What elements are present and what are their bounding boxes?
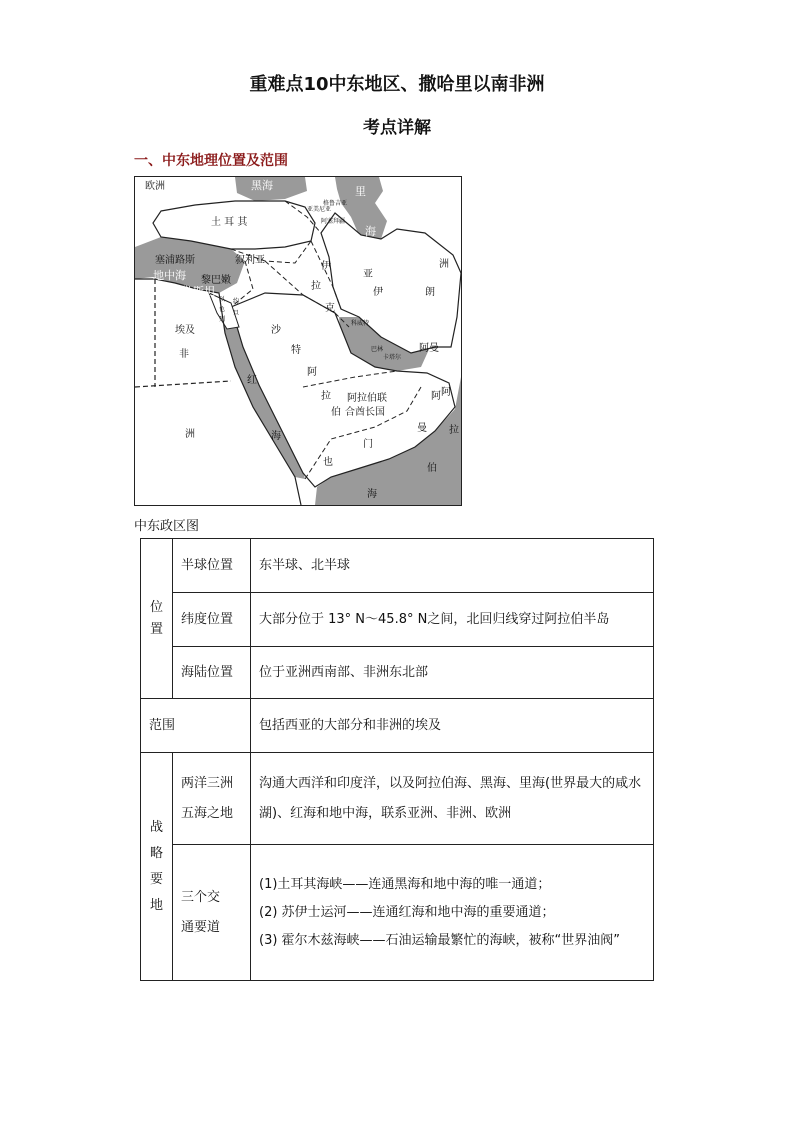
- strategic-group-cell: [141, 753, 173, 981]
- map-label-turkey: 土 耳 其: [211, 217, 248, 228]
- location-group-label: 位置: [149, 599, 163, 637]
- map-label-jordan-1: 约: [233, 298, 240, 305]
- strategic-label-1: 两洋三洲五海之地: [181, 775, 234, 821]
- passage-line: (2) 苏伊士运河——连通红海和地中海的重要通道；: [259, 904, 555, 920]
- map-label-israel-2: 色: [219, 306, 226, 313]
- map-label-saudi-5: 伯: [331, 407, 341, 418]
- table-row: [141, 753, 654, 845]
- map-label-azerbaijan: 阿塞拜疆: [321, 218, 346, 225]
- map-label-bahrain: 巴林: [371, 346, 384, 353]
- map-label-africa-1: 非: [179, 349, 189, 360]
- map-label-arabian-sea-4: 海: [367, 489, 377, 500]
- map-label-iraq-3: 克: [325, 303, 335, 314]
- map-label-mediterranean: 地中海: [153, 269, 186, 282]
- map-label-saudi-1: 沙: [271, 325, 281, 336]
- map-label-yemen-1: 也: [323, 457, 333, 468]
- map-label-saudi-4: 拉: [321, 391, 331, 402]
- table-row-label: 纬度位置: [173, 593, 251, 647]
- map-label-oman-2: 阿: [431, 391, 441, 402]
- map-label-arabian-sea-3: 伯: [427, 463, 437, 474]
- table-row-value: 沟通大西洋和印度洋，以及阿拉伯海、黑海、里海(世界最大的咸水湖)、红海和地中海，联系亚洲、非洲、欧洲: [251, 753, 654, 845]
- table-row: [141, 699, 654, 753]
- table-row-label: 半球位置: [173, 539, 251, 593]
- table-row-label: 海陆位置: [173, 647, 251, 699]
- map-label-iran-2: 朗: [425, 287, 435, 298]
- map-label-saudi-2: 特: [291, 345, 301, 356]
- middle-east-map: [134, 176, 462, 506]
- map-label-kuwait: 科威特: [351, 320, 370, 327]
- map-label-caspian-2: 海: [365, 225, 376, 238]
- table-row-value: [251, 845, 654, 981]
- map-caption: 中东政区图: [134, 519, 200, 534]
- map-label-qatar: 卡塔尔: [383, 354, 402, 361]
- scope-value: 包括西亚的大部分和非洲的埃及: [251, 699, 654, 753]
- map-drawing: [135, 177, 461, 505]
- passage-line: (3) 霍尔木兹海峡——石油运输最繁忙的海峡，被称“世界油阀”: [259, 932, 621, 948]
- scope-label: 范围: [141, 699, 251, 753]
- map-label-asia-1: 亚: [363, 269, 373, 280]
- map-label-arabian-sea-2: 拉: [449, 425, 459, 436]
- page-subtitle: 考点详解: [363, 118, 431, 138]
- table-row-label: [173, 753, 251, 845]
- map-label-georgia: 格鲁吉亚: [323, 200, 348, 207]
- map-label-saudi-3: 阿: [307, 367, 317, 378]
- map-label-israel-1: 以: [219, 296, 226, 303]
- map-label-europe: 欧洲: [145, 181, 165, 192]
- map-label-oman-3: 曼: [417, 423, 427, 434]
- table-row: [141, 647, 654, 699]
- map-label-oman-1: 阿曼: [419, 343, 439, 354]
- table-row: [141, 539, 654, 593]
- page-title: 重难点10中东地区、撒哈里以南非洲: [249, 74, 545, 95]
- map-label-iran-1: 伊: [373, 287, 383, 298]
- table-row: [141, 593, 654, 647]
- table-row-value: 东半球、北半球: [251, 539, 654, 593]
- location-group-cell: [141, 539, 173, 699]
- map-label-red-sea-1: 红: [247, 375, 257, 386]
- map-label-jordan-2: 旦: [233, 310, 240, 317]
- map-label-black-sea: 黑海: [251, 179, 273, 192]
- map-label-yemen-2: 门: [363, 439, 373, 450]
- map-label-uae-1: 阿拉伯联: [347, 393, 387, 404]
- map-label-cyprus: 塞浦路斯: [155, 255, 195, 266]
- info-table: [140, 538, 654, 981]
- map-label-africa-2: 洲: [185, 429, 195, 440]
- map-label-uae-2: 合酋长国: [345, 407, 385, 418]
- strategic-group-label: 战略要地: [149, 819, 163, 913]
- map-label-asia-2: 洲: [439, 259, 449, 270]
- map-label-lebanon: 黎巴嫩: [201, 275, 231, 286]
- map-label-arabian-sea-1: 阿: [441, 387, 451, 398]
- map-label-syria: 叙利亚: [235, 255, 265, 266]
- table-row-value: 位于亚洲西南部、非洲东北部: [251, 647, 654, 699]
- map-label-armenia: 亚美尼亚: [307, 206, 332, 213]
- table-row: [141, 845, 654, 981]
- table-row-label: [173, 845, 251, 981]
- map-label-caspian-1: 里: [355, 185, 366, 198]
- section-heading: 一、中东地理位置及范围: [134, 153, 288, 169]
- map-label-palestine: 巴勒斯坦: [171, 285, 215, 298]
- map-label-egypt: 埃及: [175, 325, 195, 336]
- strategic-label-2: 三个交通要道: [181, 889, 221, 935]
- map-label-israel-3: 列: [219, 316, 226, 323]
- passage-line: (1)土耳其海峡——连通黑海和地中海的唯一通道；: [259, 876, 551, 892]
- map-label-red-sea-2: 海: [271, 431, 281, 442]
- map-label-iraq-2: 拉: [311, 281, 321, 292]
- map-label-iraq-1: 伊: [321, 261, 331, 272]
- table-row-value: 大部分位于 13° N～45.8° N之间，北回归线穿过阿拉伯半岛: [251, 593, 654, 647]
